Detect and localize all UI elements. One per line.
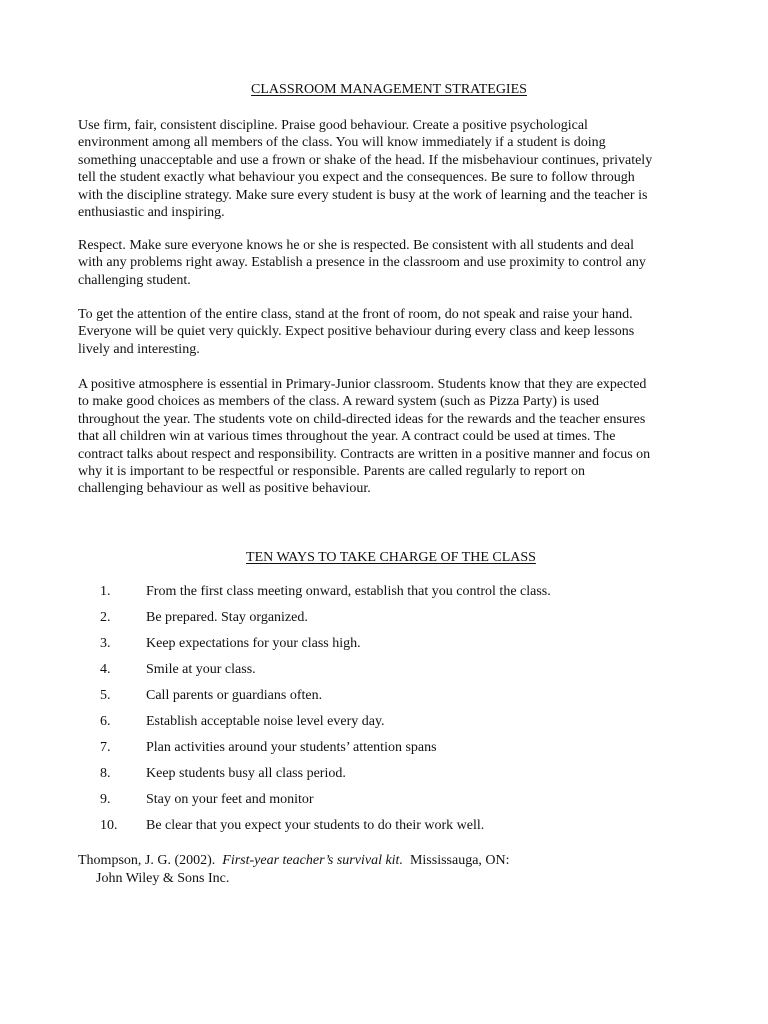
list-item-text: Call parents or guardians often. [146, 688, 323, 703]
list-item-number: 7. [100, 740, 111, 755]
paragraph-line: why it is important to be respectful or responsible. Parents are called regularly to report on [78, 464, 585, 480]
paragraph-line: challenging student. [78, 272, 191, 288]
document-title: CLASSROOM MANAGEMENT STRATEGIES [251, 82, 527, 97]
list-item-text: Establish acceptable noise level every day. [146, 714, 385, 729]
list-item-text: Be prepared. Stay organized. [146, 610, 308, 625]
list-item [0, 662, 768, 680]
list-item-number: 5. [100, 688, 111, 703]
paragraph-line: challenging behaviour as well as positive behaviour. [78, 481, 371, 497]
paragraph-line: environment among all members of the class. You will know immediately if a student is doing [78, 135, 606, 151]
paragraph-line: Everyone will be quiet very quickly. Expect positive behaviour during every class and keep lessons [78, 324, 635, 340]
paragraph-line: Respect. Make sure everyone knows he or she is respected. Be consistent with all students and deal [78, 238, 634, 253]
list-item-text: From the first class meeting onward, establish that you control the class. [146, 584, 551, 599]
paragraph-line: lively and interesting. [78, 341, 200, 357]
paragraph-respect [78, 237, 702, 289]
reference-publisher: John Wiley & Sons Inc. [96, 871, 230, 886]
list-item-text: Stay on your feet and monitor [146, 792, 314, 807]
paragraph-line: with the discipline strategy. Make sure every student is busy at the work of learning and the teacher is [78, 187, 648, 203]
list-item [0, 792, 768, 810]
list-item-number: 1. [100, 584, 111, 599]
list-item [0, 636, 768, 654]
list-item [0, 584, 768, 602]
list-item [0, 740, 768, 758]
list-item [0, 818, 768, 836]
paragraph-line: tell the student exactly what behaviour you expect and the consequences. Be sure to follow through [78, 170, 635, 186]
reference-citation [78, 852, 510, 888]
list-item [0, 610, 768, 628]
paragraph-line: contract talks about respect and responsibility. Contracts are written in a positive manner and focus on [78, 446, 651, 462]
list-item [0, 688, 768, 706]
list-item-text: Plan activities around your students’ attention spans [146, 740, 437, 755]
paragraph-line: Use firm, fair, consistent discipline. Praise good behaviour. Create a positive psychological [78, 118, 588, 133]
paragraph-line: enthusiastic and inspiring. [78, 205, 225, 221]
paragraph-attention [78, 306, 702, 358]
paragraph-line: to make good choices as members of the class. A reward system (such as Pizza Party) is used [78, 394, 599, 410]
list-item-number: 8. [100, 766, 111, 781]
reference-authors: Thompson, J. G. (2002). [78, 853, 216, 868]
list-item-number: 3. [100, 636, 111, 651]
list-item-number: 10. [100, 818, 118, 833]
list-item-number: 4. [100, 662, 111, 677]
reference-place: Mississauga, ON: [409, 853, 510, 868]
list-item-text: Keep expectations for your class high. [146, 636, 361, 651]
paragraph-line: throughout the year. The students vote on child-directed ideas for the rewards and the teacher ensures [78, 411, 646, 427]
list-item-number: 6. [100, 714, 111, 729]
reference-book-title: First-year teacher’s survival kit. [222, 853, 403, 868]
list-item-number: 2. [100, 610, 111, 625]
list-item [0, 714, 768, 732]
paragraph-line: with any problems right away. Establish a presence in the classroom and use proximity to control any [78, 255, 646, 271]
paragraph-line: that all children win at various times throughout the year. A contract could be used at times. The [78, 429, 616, 445]
list-item-text: Be clear that you expect your students to do their work well. [146, 818, 485, 833]
list-item-number: 9. [100, 792, 111, 807]
list-title: TEN WAYS TO TAKE CHARGE OF THE CLASS [246, 550, 536, 565]
paragraph-line: something unacceptable and use a frown or shake of the head. If the misbehaviour continues, privately [78, 152, 653, 168]
list-item-text: Keep students busy all class period. [146, 766, 346, 781]
paragraph-atmosphere [78, 376, 702, 498]
list-item-text: Smile at your class. [146, 662, 256, 677]
list-item [0, 766, 768, 784]
paragraph-discipline [78, 117, 702, 221]
reference-line-1 [78, 852, 510, 870]
paragraph-line: To get the attention of the entire class, stand at the front of room, do not speak and raise your hand. [78, 307, 633, 322]
paragraph-line: A positive atmosphere is essential in Primary-Junior classroom. Students know that they are expected [78, 377, 647, 392]
